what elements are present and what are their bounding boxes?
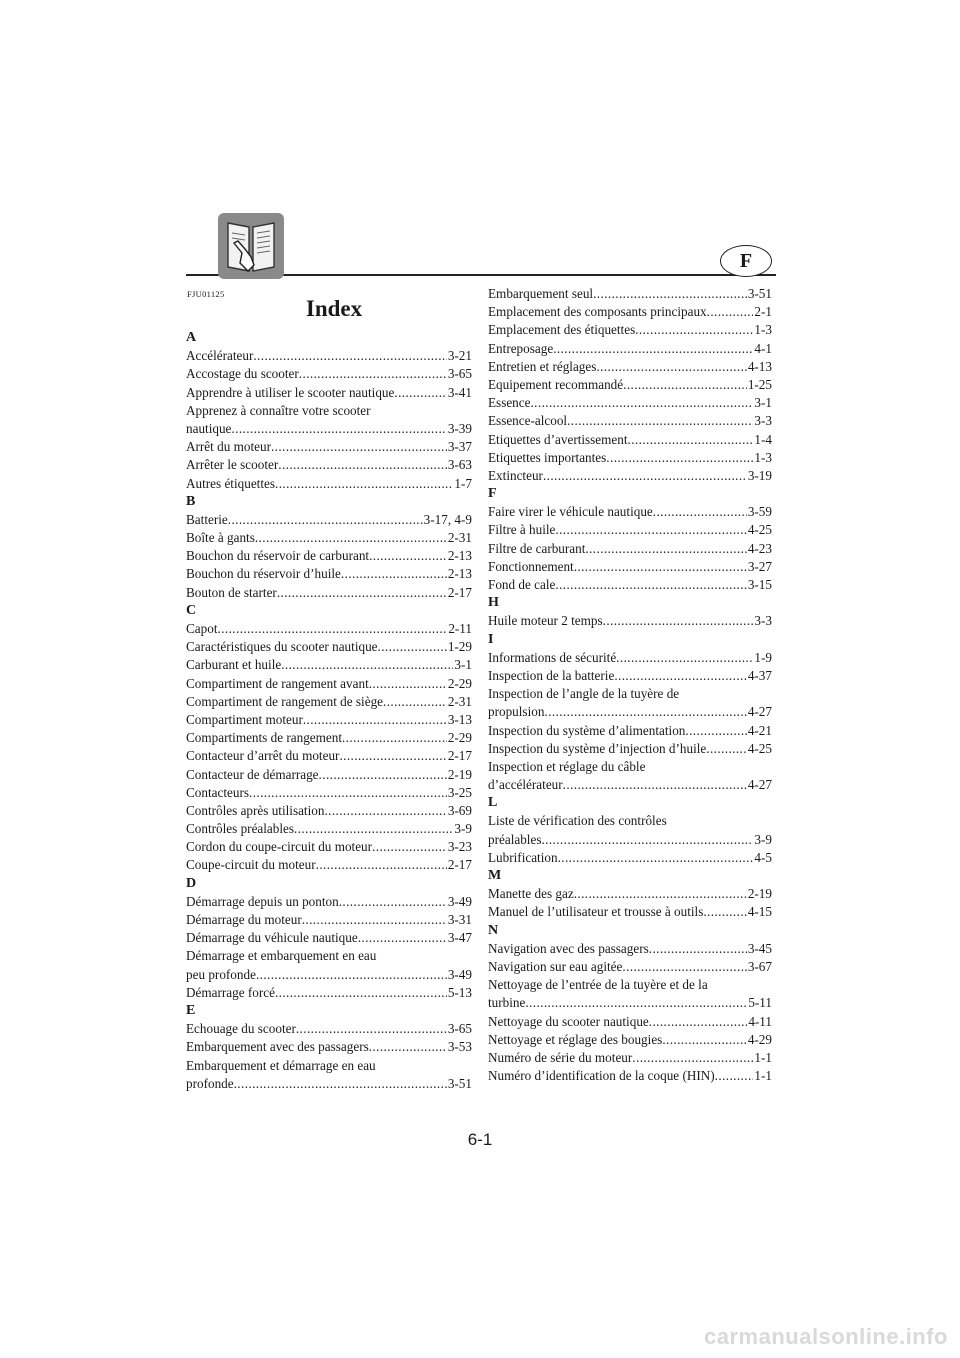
dot-leader	[593, 285, 747, 303]
dot-leader	[555, 521, 746, 539]
dot-leader	[525, 994, 747, 1012]
dot-leader	[543, 467, 747, 485]
index-entry-continued: Inspection et réglage du câble	[488, 758, 646, 774]
index-entry-continued: Liste de vérification des contrôles	[488, 813, 667, 829]
dot-leader	[653, 503, 747, 521]
entry-page-ref: 3-1	[454, 657, 472, 673]
index-entry-controles-apres-utilisation	[186, 802, 472, 820]
entry-label: Fonctionnement	[488, 558, 574, 574]
index-entry-compartiment-moteur	[186, 711, 472, 729]
entry-page-ref: 3-27	[747, 558, 772, 574]
dot-leader	[563, 776, 747, 794]
entry-label: Inspection du système d’injection d’huile	[488, 740, 707, 756]
entry-page-ref: 3-59	[747, 504, 772, 520]
dot-leader	[316, 856, 447, 874]
entry-label: Batterie	[186, 511, 228, 527]
dot-leader	[294, 820, 453, 838]
dot-leader	[253, 347, 446, 365]
index-entry-contacteur-d-arret-du-moteur	[186, 747, 472, 765]
dot-leader	[553, 340, 753, 358]
index-entry-nettoyage-du-scooter-nautique	[488, 1013, 772, 1031]
entry-page-ref: 3-15	[747, 577, 772, 592]
index-entry-compartiments-de-rangement	[186, 729, 472, 747]
entry-page-ref: 3-31	[447, 912, 472, 927]
index-entry-entreposage	[488, 340, 772, 358]
index-entry-huile-moteur-2-temps	[488, 612, 772, 630]
index-entry-arreter-le-scooter	[186, 456, 472, 474]
entry-label: Coupe-circuit du moteur	[186, 857, 316, 873]
index-entry-turbine	[488, 994, 772, 1012]
entry-label: Navigation sur eau agitée	[488, 958, 623, 974]
entry-page-ref: 2-31	[447, 693, 472, 709]
entry-label: Inspection du système d’alimentation	[488, 722, 686, 738]
entry-page-ref: 2-13	[447, 548, 472, 564]
entry-page-ref: 3-45	[747, 940, 772, 956]
index-entry-caracteristiques-du-scooter-nautique	[186, 638, 472, 656]
index-entry-batterie	[186, 511, 472, 529]
entry-page-ref: 3-3	[754, 613, 772, 629]
entry-page-ref: 1-25	[747, 376, 772, 392]
index-entry-continued: Inspection de l’angle de la tuyère de	[488, 686, 680, 702]
entry-label: Capot	[186, 621, 218, 636]
entry-page-ref: 1-3	[754, 322, 772, 338]
entry-label: Numéro de série du moteur	[488, 1049, 633, 1065]
dot-leader	[256, 966, 447, 984]
entry-page-ref: 3-53	[447, 1039, 472, 1055]
entry-label: Echouage du scooter	[186, 1021, 296, 1037]
dot-leader	[296, 1020, 447, 1038]
index-entry-controles-prealables	[186, 820, 472, 838]
entry-label: Contacteurs	[186, 784, 249, 800]
entry-page-ref: 3-69	[447, 802, 472, 818]
index-entry-accelerateur	[186, 347, 472, 365]
dot-leader	[249, 784, 447, 802]
index-entry-coupe-circuit-du-moteur	[186, 856, 472, 874]
entry-page-ref: 3-37	[447, 439, 472, 455]
entry-label: Emplacement des étiquettes	[488, 322, 636, 338]
index-entry-entretien-et-reglages	[488, 358, 772, 376]
entry-page-ref: 3-51	[447, 1075, 472, 1091]
entry-label: Faire virer le véhicule nautique	[488, 504, 653, 520]
index-letter-e: E	[186, 1002, 196, 1018]
dot-leader	[324, 802, 446, 820]
index-entry-compartiment-de-rangement-de-siege	[186, 693, 472, 711]
index-entry-emplacement-des-composants-principaux	[488, 303, 772, 321]
entry-page-ref: 2-29	[447, 675, 472, 691]
entry-page-ref: 2-1	[754, 304, 772, 320]
index-entry-continued: Nettoyage de l’entrée de la tuyère et de la	[488, 977, 708, 993]
entry-label: Cordon du coupe-circuit du moteur	[186, 839, 373, 855]
entry-label: Entreposage	[488, 340, 554, 356]
entry-label: Fond de cale	[488, 577, 556, 592]
dot-leader	[603, 612, 754, 630]
entry-page-ref: 3-65	[447, 366, 472, 382]
index-entry-bouton-de-starter	[186, 584, 472, 602]
index-entry-nettoyage-et-reglage-des-bougies	[488, 1031, 772, 1049]
index-entry-capot	[186, 620, 472, 638]
dot-leader	[628, 431, 754, 449]
dot-leader	[585, 540, 746, 558]
dot-leader	[706, 740, 747, 758]
entry-label: Compartiment de rangement de siège	[186, 693, 384, 709]
entry-page-ref: 2-17	[447, 748, 472, 764]
entry-label: Bouton de starter	[186, 584, 277, 600]
index-entry-extincteur	[488, 467, 772, 485]
dot-leader	[319, 766, 447, 784]
index-entry-filtre-a-huile	[488, 521, 772, 539]
entry-page-ref: 3-41	[447, 384, 472, 400]
entry-page-ref: 4-29	[747, 1031, 772, 1047]
entry-label: Inspection de la batterie	[488, 667, 615, 683]
dot-leader	[275, 984, 447, 1002]
entry-page-ref: 3-63	[447, 457, 472, 473]
dot-leader	[342, 729, 447, 747]
dot-leader	[341, 565, 447, 583]
entry-page-ref: 4-13	[747, 358, 772, 374]
entry-label: Huile moteur 2 temps	[488, 613, 603, 629]
entry-label: Etiquettes d’avertissement	[488, 431, 628, 447]
index-entry-fonctionnement	[488, 558, 772, 576]
entry-label: Manette des gaz	[488, 886, 574, 902]
entry-page-ref: 3-49	[447, 893, 472, 909]
index-entry-inspection-de-la-batterie	[488, 667, 772, 685]
dot-leader	[339, 747, 446, 765]
entry-label: Bouchon du réservoir de carburant	[186, 548, 370, 564]
entry-page-ref: 3-21	[447, 348, 472, 364]
index-entry-arret-du-moteur	[186, 438, 472, 456]
index-entry-continued: Embarquement et démarrage en eau	[186, 1057, 376, 1073]
entry-label: Etiquettes importantes	[488, 449, 607, 465]
entry-label: Essence	[488, 395, 531, 411]
index-entry-embarquement-avec-des-passagers	[186, 1038, 472, 1056]
dot-leader	[623, 376, 747, 394]
entry-page-ref: 3-9	[454, 821, 472, 837]
index-entry-prealables	[488, 831, 772, 849]
entry-page-ref: 4-27	[747, 704, 772, 720]
entry-label: Arrêter le scooter	[186, 457, 279, 473]
entry-page-ref: 2-29	[447, 730, 472, 746]
dot-leader	[662, 1031, 747, 1049]
page-number: 6-1	[467, 1130, 493, 1149]
entry-label: Navigation avec des passagers	[488, 940, 649, 956]
index-entry-nautique	[186, 420, 472, 438]
entry-label: nautique	[186, 420, 232, 436]
dot-leader	[715, 1067, 754, 1085]
index-entry-inspection-du-systeme-d-alimentation	[488, 722, 772, 740]
entry-page-ref: 4-5	[754, 849, 772, 865]
entry-label: peu profonde	[186, 966, 256, 982]
index-entry-contacteurs	[186, 784, 472, 802]
entry-page-ref: 1-9	[754, 649, 772, 665]
index-entry-etiquettes-d-avertissement	[488, 431, 772, 449]
entry-label: Extincteur	[488, 467, 543, 483]
dot-leader	[606, 449, 753, 467]
entry-page-ref: 2-31	[447, 530, 472, 546]
entry-label: Filtre de carburant	[488, 540, 586, 556]
index-entry-emplacement-des-etiquettes	[488, 321, 772, 339]
index-letter-i: I	[488, 631, 494, 647]
dot-leader	[271, 438, 447, 456]
dot-leader	[278, 456, 447, 474]
entry-page-ref: 3-13	[447, 711, 472, 727]
dot-leader	[358, 929, 447, 947]
entry-page-ref: 4-1	[754, 340, 772, 356]
entry-page-ref: 4-25	[747, 522, 772, 538]
index-entry-embarquement-seul	[488, 285, 772, 303]
entry-page-ref: 5-11	[748, 995, 772, 1011]
entry-page-ref: 1-4	[754, 431, 772, 447]
entry-label: Contacteur de démarrage	[186, 766, 319, 782]
entry-page-ref: 3-1	[754, 395, 772, 411]
entry-label: Numéro d’identification de la coque (HIN)	[488, 1068, 715, 1084]
dot-leader	[369, 1038, 447, 1056]
entry-page-ref: 1-1	[754, 1049, 772, 1065]
index-entry-numero-d-identification-de-la-coque-hin	[488, 1067, 772, 1085]
index-entry-contacteur-de-demarrage	[186, 766, 472, 784]
entry-page-ref: 4-15	[747, 904, 772, 920]
entry-label: Bouchon du réservoir d’huile	[186, 566, 341, 582]
index-column-right	[488, 285, 772, 1085]
entry-label: Embarquement avec des passagers	[186, 1039, 369, 1055]
entry-page-ref: 3-9	[754, 831, 772, 847]
dot-leader	[707, 303, 754, 321]
dot-leader	[339, 893, 447, 911]
entry-label: Informations de sécurité	[488, 649, 617, 665]
entry-page-ref: 1-1	[754, 1068, 772, 1084]
index-entry-accostage-du-scooter	[186, 365, 472, 383]
dot-leader	[574, 885, 747, 903]
entry-page-ref: 2-19	[747, 886, 772, 902]
entry-label: Manuel de l’utilisateur et trousse à outils	[488, 904, 704, 920]
entry-page-ref: 2-19	[447, 766, 472, 782]
dot-leader	[541, 831, 753, 849]
dot-leader	[218, 620, 448, 638]
index-letter-m: M	[488, 868, 502, 883]
index-entry-peu-profonde	[186, 966, 472, 984]
index-entry-bouchon-du-reservoir-d-huile	[186, 565, 472, 583]
entry-label: Entretien et réglages	[488, 358, 597, 374]
index-entry-continued: Démarrage et embarquement en eau	[186, 948, 377, 964]
entry-label: Boîte à gants	[186, 530, 255, 546]
entry-page-ref: 4-37	[747, 667, 772, 683]
entry-page-ref: 1-29	[447, 639, 472, 655]
entry-label: Accostage du scooter	[186, 366, 299, 382]
entry-label: Emplacement des composants principaux	[488, 304, 707, 320]
dot-leader	[685, 722, 746, 740]
entry-label: Lubrification	[488, 849, 558, 865]
entry-label: Contrôles préalables	[186, 821, 295, 837]
entry-label: profonde	[186, 1075, 234, 1091]
entry-label: Equipement recommandé	[488, 376, 624, 392]
index-entry-equipement-recommande	[488, 376, 772, 394]
entry-label: Autres étiquettes	[186, 475, 275, 491]
entry-page-ref: 4-23	[747, 540, 772, 556]
dot-leader	[649, 1013, 748, 1031]
dot-leader	[302, 911, 447, 929]
entry-label: turbine	[488, 995, 526, 1011]
entry-label: Carburant et huile	[186, 657, 282, 673]
dot-leader	[383, 693, 447, 711]
index-entry-navigation-avec-des-passagers	[488, 940, 772, 958]
index-entry-manette-des-gaz	[488, 885, 772, 903]
dot-leader	[369, 675, 447, 693]
index-letter-n: N	[488, 922, 499, 938]
index-entry-carburant-et-huile	[186, 656, 472, 674]
index-entry-demarrage-du-vehicule-nautique	[186, 929, 472, 947]
dot-leader	[231, 420, 446, 438]
index-entry-navigation-sur-eau-agitee	[488, 958, 772, 976]
index-letter-l: L	[488, 795, 498, 811]
index-column-left	[186, 329, 472, 1093]
dot-leader	[303, 711, 447, 729]
entry-label: préalables	[488, 831, 542, 847]
index-entry-filtre-de-carburant	[488, 540, 772, 558]
entry-page-ref: 1-7	[454, 475, 472, 491]
index-letter-d: D	[186, 875, 197, 891]
watermark: carmanualsonline.info	[704, 1324, 948, 1349]
dot-leader	[394, 384, 446, 402]
index-letter-h: H	[488, 595, 499, 611]
entry-label: Contacteur d’arrêt du moteur	[186, 748, 340, 764]
entry-page-ref: 3-67	[747, 958, 772, 974]
index-letter-b: B	[186, 493, 196, 509]
index-entry-demarrage-du-moteur	[186, 911, 472, 929]
entry-label: Contrôles après utilisation	[186, 802, 325, 818]
index-entry-cordon-du-coupe-circuit-du-moteur	[186, 838, 472, 856]
entry-label: Apprendre à utiliser le scooter nautique	[186, 384, 395, 400]
index-entry-boite-a-gants	[186, 529, 472, 547]
index-entry-faire-virer-le-vehicule-nautique	[488, 503, 772, 521]
entry-label: Arrêt du moteur	[186, 439, 271, 455]
dot-leader	[622, 958, 746, 976]
entry-label: Nettoyage du scooter nautique	[488, 1013, 649, 1029]
entry-page-ref: 4-11	[748, 1013, 772, 1029]
dot-leader	[234, 1075, 447, 1093]
index-entry-d-accelerateur	[488, 776, 772, 794]
index-letter-c: C	[186, 602, 197, 618]
dot-leader	[567, 412, 753, 430]
entry-label: Démarrage du véhicule nautique	[186, 930, 358, 946]
index-entry-informations-de-securite	[488, 649, 772, 667]
entry-label: Compartiment de rangement avant	[186, 675, 369, 691]
entry-page-ref: 3-65	[447, 1021, 472, 1037]
dot-leader	[649, 940, 747, 958]
entry-page-ref: 3-47	[447, 930, 472, 946]
dot-leader	[378, 638, 447, 656]
entry-page-ref: 3-17, 4-9	[423, 511, 472, 527]
document-code: FJU01125	[187, 289, 225, 299]
entry-label: Essence-alcool	[488, 413, 568, 429]
entry-label: Démarrage forcé	[186, 984, 275, 1000]
index-letter-f: F	[488, 486, 497, 502]
entry-page-ref: 1-3	[754, 449, 772, 465]
dot-leader	[555, 576, 746, 594]
dot-leader	[596, 358, 746, 376]
entry-page-ref: 4-21	[747, 722, 772, 738]
entry-label: Démarrage depuis un ponton	[186, 893, 339, 909]
index-entry-manuel-de-l-utilisateur-et-trousse-a-outils	[488, 903, 772, 921]
entry-page-ref: 5-13	[447, 984, 472, 1000]
index-entry-profonde	[186, 1075, 472, 1093]
index-entry-demarrage-depuis-un-ponton	[186, 893, 472, 911]
index-entry-essence	[488, 394, 772, 412]
dot-leader	[372, 838, 447, 856]
index-entry-inspection-du-systeme-d-injection-d-huile	[488, 740, 772, 758]
index-entry-continued: Apprenez à connaître votre scooter	[186, 402, 371, 418]
index-entry-bouchon-du-reservoir-de-carburant	[186, 547, 472, 565]
entry-label: Démarrage du moteur	[186, 912, 302, 927]
dot-leader	[558, 849, 754, 867]
dot-leader	[369, 547, 447, 565]
language-badge: F	[720, 245, 772, 277]
entry-page-ref: 2-13	[447, 566, 472, 582]
dot-leader	[228, 511, 423, 529]
manual-book-icon	[218, 213, 284, 279]
dot-leader	[635, 321, 753, 339]
entry-page-ref: 3-23	[447, 839, 472, 855]
index-letter-a: A	[186, 330, 197, 345]
index-entry-propulsion	[488, 703, 772, 721]
entry-page-ref: 4-25	[747, 740, 772, 756]
index-entry-essence-alcool	[488, 412, 772, 430]
dot-leader	[703, 903, 746, 921]
dot-leader	[614, 667, 746, 685]
dot-leader	[574, 558, 747, 576]
dot-leader	[616, 649, 753, 667]
entry-label: Accélérateur	[186, 348, 254, 364]
index-entry-demarrage-force	[186, 984, 472, 1002]
entry-page-ref: 3-25	[447, 784, 472, 800]
entry-page-ref: 3-49	[447, 966, 472, 982]
entry-label: propulsion	[488, 704, 545, 720]
entry-label: Caractéristiques du scooter nautique	[186, 639, 378, 655]
index-entry-lubrification	[488, 849, 772, 867]
index-entry-apprendre-a-utiliser-le-scooter-nautique	[186, 384, 472, 402]
dot-leader	[275, 475, 453, 493]
dot-leader	[299, 365, 447, 383]
index-entry-autres-etiquettes	[186, 475, 472, 493]
dot-leader	[277, 584, 447, 602]
dot-leader	[632, 1049, 753, 1067]
entry-label: Filtre à huile	[488, 522, 556, 538]
entry-label: Compartiments de rangement	[186, 730, 343, 746]
entry-page-ref: 2-17	[447, 584, 472, 600]
entry-label: Embarquement seul	[488, 286, 594, 301]
index-entry-compartiment-de-rangement-avant	[186, 675, 472, 693]
page-title: Index	[305, 296, 363, 321]
index-entry-numero-de-serie-du-moteur	[488, 1049, 772, 1067]
entry-page-ref: 3-39	[447, 420, 472, 436]
index-entry-echouage-du-scooter	[186, 1020, 472, 1038]
dot-leader	[544, 703, 746, 721]
entry-page-ref: 3-19	[747, 467, 772, 483]
entry-page-ref: 3-51	[747, 286, 772, 301]
entry-page-ref: 2-17	[447, 857, 472, 873]
dot-leader	[255, 529, 447, 547]
entry-label: d’accélérateur	[488, 777, 563, 793]
dot-leader	[530, 394, 753, 412]
entry-page-ref: 2-11	[448, 621, 472, 636]
index-entry-fond-de-cale	[488, 576, 772, 594]
entry-page-ref: 3-3	[754, 413, 772, 429]
entry-label: Nettoyage et réglage des bougies	[488, 1031, 663, 1047]
dot-leader	[281, 656, 453, 674]
entry-label: Compartiment moteur	[186, 711, 303, 727]
index-entry-etiquettes-importantes	[488, 449, 772, 467]
entry-page-ref: 4-27	[747, 777, 772, 793]
